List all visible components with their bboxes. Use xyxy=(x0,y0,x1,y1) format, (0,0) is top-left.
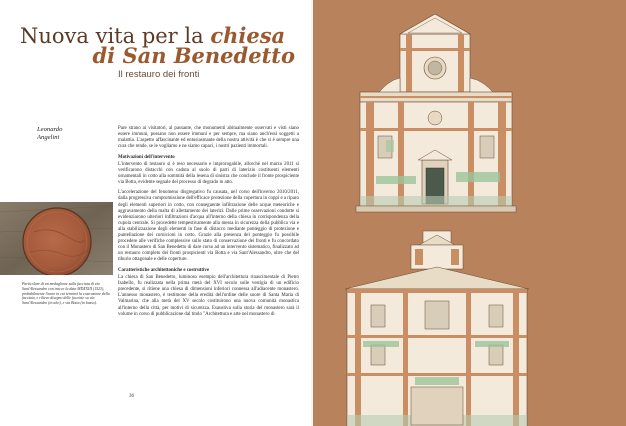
article-body xyxy=(118,126,299,322)
title-accent: chiesa xyxy=(210,23,286,48)
page-number: 36 xyxy=(129,394,134,399)
section-paragraph: L'accelerazione del fenomeno disgregativo fu causata, nel corso dell'inverno 2010/2011, dalla progressiva compromissione dell'efficace protezione della copertura in coppi e a riparo degli elementi superiori in cotto, con conseguente infiltrazione delle acque meteoriche e aggravamento della malta di allettamento dei laterizi. Dalle prime osservazioni condotte si evidenziarono ulteriori infiltrazioni d'acqua all'interno della chiesa in corrispondenza della cupola centrale. Si procedette tempestivamente alla messa in sicurezza della pubblica via e alla stabilizzazione degli elementi in fase di distacco mediante ponteggio di protezione e puntellazione dei cornicioni in cotto. Grazie alla presenza del ponteggio fu possibile procedere alle verifiche complessive sullo stato di conservazione dei fronti e fu concordato con il Monastero di San Benedetto di dare corso ad un intervento sistematico, finalizzato ad un restauro completo dei fronti prospicienti via Botta e via Sant'Alessandro, oltre che del tiburio ottagonale e delle coperture. xyxy=(118,190,299,263)
title-plain: Nuova vita per la xyxy=(20,24,211,48)
facade-elevation-top xyxy=(346,0,526,224)
spread-gutter xyxy=(311,0,315,426)
section-paragraph: La chiesa di San Benedetto, luminoso esempio dell'architettura rinascimentale di Pietro Isabello, fu realizzata nella prima metà del XVI secolo sulle vestigia di un edificio precedente, si ritiene una chiesa di dimensioni inferiori connessa all'adiacente monastero. L'annesso monastero, è testimone della eredità dell'ordine delle suore di Santa Maria di Valmarina, che alla metà del XV secolo costituirono una nuova comunità monastica all'interno della città, per motivi di sicurezza. Esaustiva sulla storia del monastero sarà il volume in corso di pubblicazione dal titolo "Architettura e arte nel monastero di xyxy=(118,275,299,317)
intro-paragraph: Pare strano ai visitatori, al passante, che monumenti abitualmente osservati e visti siano essere immuni, possano non essere immuni e per sempre, ma siano anch'essi soggetti a malattia. L'aspetto affascinante ed entusiasmante della nostra attività è che si è sempre una cura che rende, se le vogliamo e ne siamo capaci, i nostri pazienti immortali. xyxy=(118,126,299,150)
article-subtitle: Il restauro dei fronti xyxy=(118,69,200,80)
medallion-photo xyxy=(0,202,113,275)
section-heading: Motivazioni dell'intervento xyxy=(118,155,175,161)
medallion-image xyxy=(0,202,113,275)
section-heading: Caratteristiche architettoniche e costruttive xyxy=(118,268,210,274)
section-paragraph: L'intervento di restauro si è reso necessario e improrogabile, allorché nel marzo 2011 si verificarono distacchi con caduta al suolo di parti di laterizio costituenti elementi ornamentali in cotto alla sommità della lesena di sinistra che conclude il fronte prospiciente via Botta, evidente segnale del processo di degrado in atto. xyxy=(118,161,299,186)
author-byline xyxy=(37,126,62,142)
author-last-name: Angelini xyxy=(37,134,60,141)
facade-elevation-bottom xyxy=(345,227,529,426)
photo-caption: Particolare di un medaglione sulla facciata di via Sant'Alessandro con tracce la data MDXXIII (1523), probabilmente l'anno in cui terminò la costruzione della facciata, e rilievo disegno delle facciate su via Sant'Alessandro (in alto), e via Botta (in basso). xyxy=(22,282,110,306)
title-line-2: di San Benedetto xyxy=(92,43,295,68)
author-first-name: Leonardo xyxy=(37,126,63,133)
article-title xyxy=(20,23,305,68)
